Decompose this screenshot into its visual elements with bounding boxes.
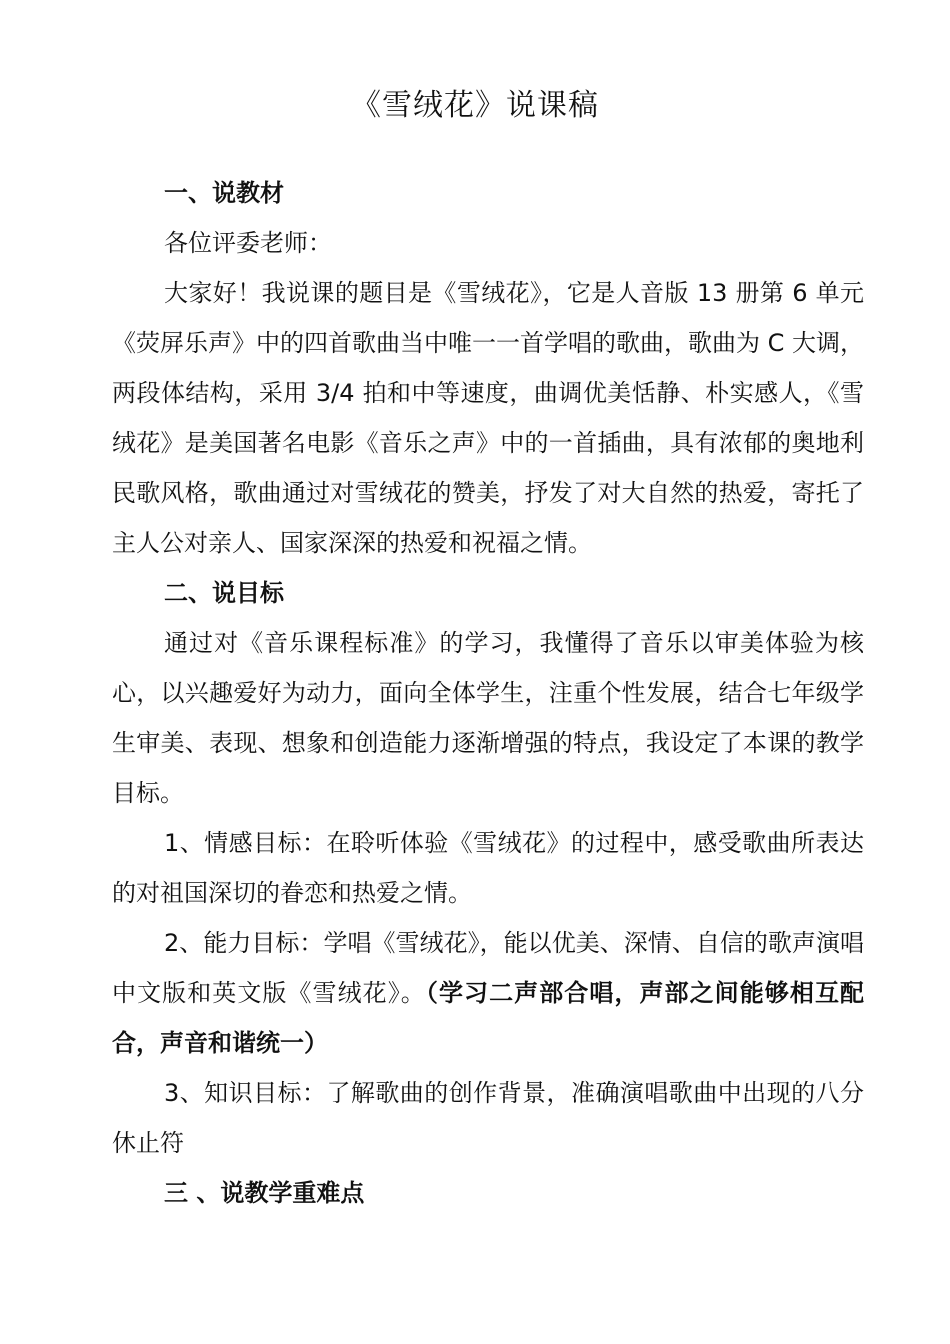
section2-heading: 二、说目标 — [164, 579, 284, 607]
goal-emotion: 1、情感目标：在聆听体验《雪绒花》的过程中，感受歌曲所表达的对祖国深切的眷恋和热爱之情。 — [112, 829, 864, 907]
goal-knowledge: 3、知识目标：了解歌曲的创作背景，准确演唱歌曲中出现的八分休止符 — [112, 1079, 864, 1157]
goal-ability-bold-note: （学习二声部合唱，声部之间能够相互配合，声音和谐统一） — [112, 979, 865, 1057]
section1-paragraph: 大家好！我说课的题目是《雪绒花》，它是人音版 13 册第 6 单元《荧屏乐声》中的四首歌曲当中唯一一首学唱的歌曲，歌曲为 C 大调，两段体结构，采用 3/4 拍和中等速度，曲调优美恬静、朴实感人，《雪绒花》是美国著名电影《音乐之声》中的一首插曲，具有浓郁的奥地利民歌风格，歌曲通过对雪绒花的赞美，抒发了对大自然的热爱，寄托了主人公对亲人、国家深深的热爱和祝福之情。 — [112, 279, 865, 557]
goal-ability — [112, 918, 864, 1068]
document-body — [112, 168, 864, 1218]
section3-heading: 三 、说教学重难点 — [164, 1179, 365, 1207]
section1-heading: 一、说教材 — [164, 179, 284, 207]
document-title: 《雪绒花》说课稿 — [351, 88, 599, 123]
goal-ability-text: 2、能力目标：学唱《雪绒花》，能以优美、深情、自信的歌声演唱中文版和英文版《雪绒花》。 — [112, 929, 864, 1007]
section2-paragraph: 通过对《音乐课程标准》的学习，我懂得了音乐以审美体验为核心，以兴趣爱好为动力，面向全体学生，注重个性发展，结合七年级学生审美、表现、想象和创造能力逐渐增强的特点，我设定了本课的教学目标。 — [112, 629, 864, 807]
greeting: 各位评委老师： — [164, 229, 332, 257]
